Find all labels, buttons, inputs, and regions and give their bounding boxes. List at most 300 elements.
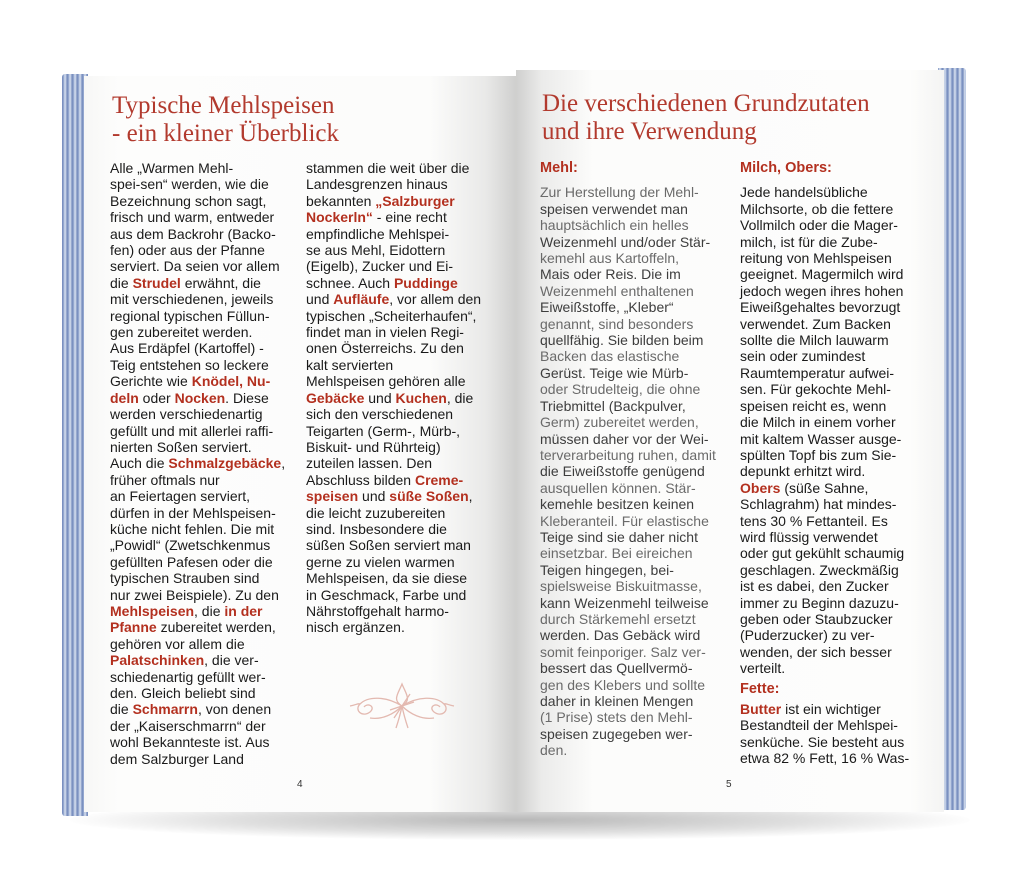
text-line [306, 209, 481, 225]
text-segment: Teig entstehen so leckere [110, 356, 269, 373]
text-line [740, 627, 909, 643]
highlighted-term: Strudel [132, 274, 181, 291]
heading-fette: Fette: [740, 680, 780, 697]
text-segment: sich den verschiedenen [306, 406, 454, 423]
left-column-2 [306, 160, 481, 636]
text-segment: sein oder zumindest [740, 348, 866, 365]
text-segment: depunkt erhitzt wird. [740, 463, 866, 480]
text-line [540, 447, 716, 463]
text-line [740, 348, 909, 364]
text-segment: regional typischen Füllun- [110, 307, 270, 324]
text-segment: kalt servierten [306, 356, 394, 373]
highlighted-term: Gebäcke [306, 389, 365, 406]
text-line [110, 685, 285, 701]
text-segment: Bestandteil der Mehlspei- [740, 717, 898, 734]
left-title-line-1: Typische Mehlspeisen [112, 92, 335, 119]
text-segment: den. [540, 742, 568, 759]
text-segment: verteilt. [740, 660, 786, 677]
text-line [306, 570, 481, 586]
text-line [110, 193, 285, 209]
text-line [110, 340, 285, 356]
text-line [540, 463, 716, 479]
text-line [110, 209, 285, 225]
text-line [306, 505, 481, 521]
text-line [110, 406, 285, 422]
text-segment: wohl Bekannteste ist. Aus [110, 734, 270, 751]
text-line [540, 266, 716, 282]
text-segment: Mehlspeisen, da sie diese [306, 570, 468, 587]
text-segment: kemehle besitzen keinen [540, 496, 695, 513]
highlighted-term: speisen [306, 488, 359, 505]
text-segment: jedoch wegen ihres hohen [740, 282, 904, 299]
text-segment: findet man in vielen Regi- [306, 324, 464, 341]
text-segment: gefüllten Pafesen oder die [110, 553, 273, 570]
text-segment: Schlagrahm) hat mindes- [740, 496, 897, 513]
text-segment: müssen daher vor der Wei- [540, 430, 709, 447]
text-line [740, 644, 909, 660]
text-segment: mit kaltem Wasser ausge- [740, 430, 902, 447]
fette-text [740, 701, 909, 767]
text-line [740, 750, 909, 766]
text-segment: Eiweißstoffe, „Kleber“ [540, 299, 674, 316]
text-line [306, 324, 481, 340]
text-line [306, 455, 481, 471]
text-segment: dürfen in der Mehlspeisen- [110, 504, 276, 521]
text-segment: Jede handelsübliche [740, 184, 868, 201]
text-line [110, 734, 285, 750]
highlighted-term: Schmarrn [132, 701, 198, 718]
text-line [306, 537, 481, 553]
text-line [740, 611, 909, 627]
text-segment: gefüllt und mit allerlei raffi- [110, 422, 274, 439]
text-segment: wenden, der sich besser [740, 643, 892, 660]
text-line [740, 545, 909, 561]
text-line [306, 308, 481, 324]
text-segment: fen) oder aus der Pfanne [110, 242, 265, 259]
right-column-1 [540, 160, 716, 759]
text-line [306, 439, 481, 455]
text-line [740, 217, 909, 233]
text-segment: genannt, sind besonders [540, 315, 694, 332]
text-line [306, 521, 481, 537]
text-line [540, 529, 716, 545]
text-segment: die Eiweißstoffe genügend [540, 463, 705, 480]
text-line [540, 611, 716, 627]
text-segment: wird flüssig verwendet [740, 528, 878, 545]
heading-mehl: Mehl: [540, 160, 578, 176]
text-line [110, 472, 285, 488]
text-line [110, 455, 285, 471]
text-segment: sen. Für gekochte Mehl- [740, 381, 891, 398]
text-segment: schnee. Auch [306, 274, 394, 291]
highlighted-term: Schmalzgebäcke [168, 455, 282, 472]
text-line [110, 718, 285, 734]
text-segment: den. Gleich beliebt sind [110, 685, 256, 701]
text-line [740, 250, 909, 266]
text-line [540, 332, 716, 348]
text-line [306, 554, 481, 570]
text-segment: empfindliche Mehlspei- [306, 225, 450, 242]
text-line [540, 414, 716, 430]
text-line [306, 226, 481, 242]
text-line [110, 275, 285, 291]
text-segment: Teigen hingegen, bei- [540, 561, 674, 578]
text-line [740, 463, 909, 479]
text-segment: mit verschiedenen, jeweils [110, 291, 274, 308]
text-line [110, 587, 285, 603]
text-line [110, 439, 285, 455]
milch-obers-text [740, 184, 909, 676]
text-segment: verwendet. Zum Backen [740, 315, 891, 332]
highlighted-term: deln [110, 389, 139, 406]
text-line [540, 234, 716, 250]
text-segment: aus dem Backrohr (Backo- [110, 225, 276, 242]
text-line [740, 316, 909, 332]
text-line [540, 316, 716, 332]
text-segment: somit feinporiger. Salz ver- [540, 643, 706, 660]
text-line [540, 644, 716, 660]
text-line [306, 160, 481, 176]
text-segment: terverarbeitung ruhen, damit [540, 446, 716, 463]
text-line [540, 513, 716, 529]
text-line [540, 480, 716, 496]
decorative-flourish-icon [346, 674, 458, 734]
text-segment: , die ver- [204, 652, 259, 669]
text-segment: spei-sen“ werden, wie die [110, 176, 269, 193]
text-segment: , von denen [197, 701, 272, 718]
text-line [306, 291, 481, 307]
text-line [110, 603, 285, 619]
page-number-left: 4 [297, 779, 303, 790]
text-segment: speisen reicht es, wenn [740, 397, 887, 414]
text-segment: milch, ist für die Zube- [740, 233, 878, 250]
text-line [740, 283, 909, 299]
text-segment: zuteilen lassen. Den [306, 455, 433, 472]
text-line [740, 717, 909, 733]
text-line [110, 258, 285, 274]
text-segment: spielsweise Biskuitmasse, [540, 578, 702, 595]
text-segment: serviert. Da seien vor allem [110, 258, 280, 275]
text-segment: Gerüst. Teige wie Mürb- [540, 364, 689, 381]
text-segment: Zur Herstellung der Mehl- [540, 184, 699, 201]
highlighted-term: in der [224, 602, 263, 619]
text-line [306, 357, 481, 373]
text-line [540, 184, 716, 200]
text-segment: Alle „Warmen Mehl- [110, 160, 234, 176]
text-segment: typischen „Scheiterhaufen“, [306, 307, 477, 324]
highlighted-term: Creme- [414, 471, 464, 488]
text-segment: gerne zu vielen warmen [306, 553, 455, 570]
text-segment: und [306, 291, 334, 308]
text-line [306, 472, 481, 488]
text-segment: kemehl aus Kartoffeln, [540, 250, 680, 267]
text-line [740, 184, 909, 200]
text-segment: sind. Insbesondere die [306, 520, 447, 537]
text-segment: , die [194, 602, 225, 619]
text-segment: zubereitet werden, [156, 619, 276, 636]
text-segment: ausquellen können. Stär- [540, 479, 696, 496]
text-segment: Teige sind sie daher nicht [540, 528, 698, 545]
text-line [110, 505, 285, 521]
text-line [540, 283, 716, 299]
text-segment: küche nicht fehlen. Die mit [110, 520, 275, 537]
text-line [540, 595, 716, 611]
text-line [740, 480, 909, 496]
text-segment: stammen die weit über die [306, 160, 470, 176]
text-segment: nierten Soßen serviert. [110, 438, 252, 455]
text-segment: gen zubereitet werden. [110, 324, 253, 341]
text-segment: werden. Das Gebäck wird [540, 627, 701, 644]
text-segment: . Diese [225, 389, 269, 406]
text-line [110, 357, 285, 373]
text-line [110, 308, 285, 324]
text-line [110, 751, 285, 767]
text-segment: - eine recht [372, 209, 447, 226]
text-line [740, 734, 909, 750]
text-line [110, 701, 285, 717]
text-segment: Weizenmehl enthaltenen [540, 282, 694, 299]
left-title-line-2: - ein kleiner Überblick [112, 120, 339, 147]
text-line [306, 176, 481, 192]
text-segment: Weizenmehl und/oder Stär- [540, 233, 711, 250]
text-line [740, 381, 909, 397]
text-segment: Landesgrenzen hinaus [306, 176, 448, 193]
text-line [306, 242, 481, 258]
text-segment: erwähnt, die [180, 274, 261, 291]
text-segment: , vor allem den [389, 291, 482, 308]
text-segment: früher oftmals nur [110, 471, 220, 488]
text-segment: schiedenartig gefüllt wer- [110, 668, 266, 685]
text-line [306, 488, 481, 504]
text-line [110, 291, 285, 307]
text-segment: und [364, 389, 396, 406]
text-line [306, 258, 481, 274]
text-line [306, 193, 481, 209]
text-line [540, 709, 716, 725]
text-line [306, 587, 481, 603]
text-line [740, 234, 909, 250]
text-line [110, 570, 285, 586]
text-line [306, 406, 481, 422]
highlighted-term: süße Soßen [389, 488, 469, 505]
text-segment: , [281, 455, 286, 472]
text-line [540, 562, 716, 578]
text-segment: se aus Mehl, Eidottern [306, 242, 446, 259]
text-line [110, 423, 285, 439]
left-page-title [112, 92, 339, 148]
text-line [306, 275, 481, 291]
text-segment: und [358, 488, 390, 505]
text-line [110, 242, 285, 258]
text-segment: sollte die Milch lauwarm [740, 332, 889, 349]
text-line [110, 160, 285, 176]
text-segment: Abschluss bilden [306, 471, 415, 488]
right-page-title [542, 90, 870, 146]
text-segment: geben oder Staubzucker [740, 610, 893, 627]
text-segment: oder Strudelteig, die ohne [540, 381, 701, 398]
text-segment: (Puderzucker) zu ver- [740, 627, 875, 644]
text-line [540, 742, 716, 758]
text-line [740, 660, 909, 676]
text-line [740, 529, 909, 545]
text-line [110, 226, 285, 242]
text-segment: nisch ergänzen. [306, 619, 405, 636]
text-segment: , [468, 488, 473, 505]
text-line [540, 398, 716, 414]
text-line [110, 488, 285, 504]
text-segment: immer zu Beginn dazuzu- [740, 594, 899, 611]
text-line [740, 414, 909, 430]
text-line [540, 348, 716, 364]
text-segment: senküche. Sie besteht aus [740, 733, 905, 750]
text-segment: werden verschiedenartig [110, 406, 263, 423]
text-line [540, 299, 716, 315]
highlighted-term: „Salzburger [375, 192, 455, 209]
text-segment: Milchsorte, ob die fettere [740, 200, 894, 217]
text-segment: die leicht zuzubereiten [306, 504, 446, 521]
text-segment: (Eigelb), Zucker und Ei- [306, 258, 454, 275]
text-segment: hauptsächlich ein helles [540, 217, 689, 234]
text-segment: Mais oder Reis. Die im [540, 266, 681, 283]
highlighted-term: Butter [740, 701, 782, 717]
text-segment: Backen das elastische [540, 348, 680, 365]
text-line [110, 521, 285, 537]
text-segment: nur zwei Beispiele). Zu den [110, 586, 279, 603]
highlighted-term: Nockerln“ [306, 209, 373, 226]
text-segment: der „Kaiserschmarrn“ der [110, 717, 266, 734]
text-line [306, 603, 481, 619]
text-line [540, 627, 716, 643]
text-line [740, 447, 909, 463]
text-segment: spülten Topf bis zum Sie- [740, 446, 897, 463]
text-segment: typischen Strauben sind [110, 570, 260, 587]
text-line [110, 554, 285, 570]
text-segment: speisen verwendet man [540, 200, 688, 217]
mehl-text [540, 184, 716, 758]
page-number-right: 5 [726, 779, 732, 790]
text-line [110, 324, 285, 340]
highlighted-term: Nocken [174, 389, 226, 406]
text-segment: geschlagen. Zweckmäßig [740, 561, 899, 578]
text-segment: die [110, 701, 133, 718]
text-segment: oder [138, 389, 175, 406]
text-segment: Kleberanteil. Für elastische [540, 512, 709, 529]
text-line [110, 176, 285, 192]
text-line [540, 431, 716, 447]
text-segment: in Geschmack, Farbe und [306, 586, 467, 603]
text-segment: Biskuit- und Rührteig) [306, 438, 441, 455]
text-segment: die Milch in einem vorher [740, 414, 896, 431]
heading-milch-obers: Milch, Obers: [740, 160, 832, 176]
text-segment: (süße Sahne, [780, 479, 869, 496]
text-segment: gehören vor allem die [110, 635, 245, 652]
text-line [540, 660, 716, 676]
text-line [306, 423, 481, 439]
highlighted-term: Palatschinken [110, 652, 205, 669]
text-segment: gen des Klebers und sollte [540, 676, 705, 693]
text-line [740, 701, 909, 717]
text-line [540, 217, 716, 233]
text-segment: durch Stärkemehl ersetzt [540, 610, 696, 627]
text-line [110, 373, 285, 389]
text-segment: geeignet. Magermilch wird [740, 266, 904, 283]
text-segment: Bezeichnung schon sagt, [110, 192, 267, 209]
text-segment: etwa 82 % Fett, 16 % Was- [740, 750, 910, 767]
right-page [516, 70, 944, 812]
text-segment: Auch die [110, 455, 169, 472]
text-segment: Aus Erdäpfel (Kartoffel) - [110, 340, 264, 357]
text-segment: ist es dabei, den Zucker [740, 578, 889, 595]
text-segment: Gerichte wie [110, 373, 192, 390]
text-segment: tens 30 % Fettanteil. Es [740, 512, 888, 529]
text-segment: Eiweißgehaltes bevorzugt [740, 299, 901, 316]
text-segment: oder gut gekühlt schaumig [740, 545, 905, 562]
text-segment: (1 Prise) stets den Mehl- [540, 709, 693, 726]
text-segment: kann Weizenmehl teilweise [540, 594, 709, 611]
text-segment: Raumtemperatur aufwei- [740, 364, 895, 381]
text-line [306, 390, 481, 406]
text-line [110, 537, 285, 553]
text-line [110, 619, 285, 635]
text-segment: dem Salzburger Land [110, 750, 244, 767]
text-line [540, 201, 716, 217]
text-line [540, 381, 716, 397]
text-line [740, 562, 909, 578]
left-page [84, 76, 516, 812]
text-segment: , die [446, 389, 474, 406]
right-title-line-2: und ihre Verwendung [542, 118, 757, 145]
text-segment: quellfähig. Sie bilden beim [540, 332, 704, 349]
highlighted-term: Puddinge [393, 274, 458, 291]
text-line [306, 373, 481, 389]
left-column-1 [110, 160, 285, 767]
text-segment: bekannten [306, 192, 376, 209]
right-column-2 [740, 160, 909, 767]
text-line [740, 513, 909, 529]
text-segment: Triebmittel (Backpulver, [540, 397, 686, 414]
text-line [110, 636, 285, 652]
highlighted-term: Obers [740, 479, 781, 496]
text-line [110, 652, 285, 668]
text-line [110, 390, 285, 406]
text-line [540, 578, 716, 594]
text-line [540, 496, 716, 512]
text-segment: einsetzbar. Bei eireichen [540, 545, 693, 562]
text-segment: speisen zugegeben wer- [540, 725, 693, 742]
text-segment: an Feiertagen serviert, [110, 488, 251, 505]
text-line [740, 496, 909, 512]
text-line [540, 677, 716, 693]
highlighted-term: Mehlspeisen [110, 602, 195, 619]
highlighted-term: Kuchen [395, 389, 447, 406]
text-line [740, 201, 909, 217]
text-segment: Mehlspeisen gehören alle [306, 373, 466, 390]
text-line [740, 365, 909, 381]
text-line [740, 398, 909, 414]
text-line [740, 595, 909, 611]
highlighted-term: Knödel, Nu- [191, 373, 271, 390]
text-line [540, 726, 716, 742]
text-segment: bessert das Quellvermö- [540, 660, 693, 677]
text-segment: Germ) zubereitet werden, [540, 414, 699, 431]
text-segment: Teigarten (Germ-, Mürb-, [306, 422, 461, 439]
text-segment: süßen Soßen serviert man [306, 537, 471, 554]
text-line [740, 266, 909, 282]
text-segment: „Powidl“ (Zwetschkenmus [110, 537, 271, 554]
text-line [540, 250, 716, 266]
text-segment: frisch und warm, entweder [110, 209, 275, 226]
text-segment: Nährstoffgehalt harmo- [306, 602, 449, 619]
